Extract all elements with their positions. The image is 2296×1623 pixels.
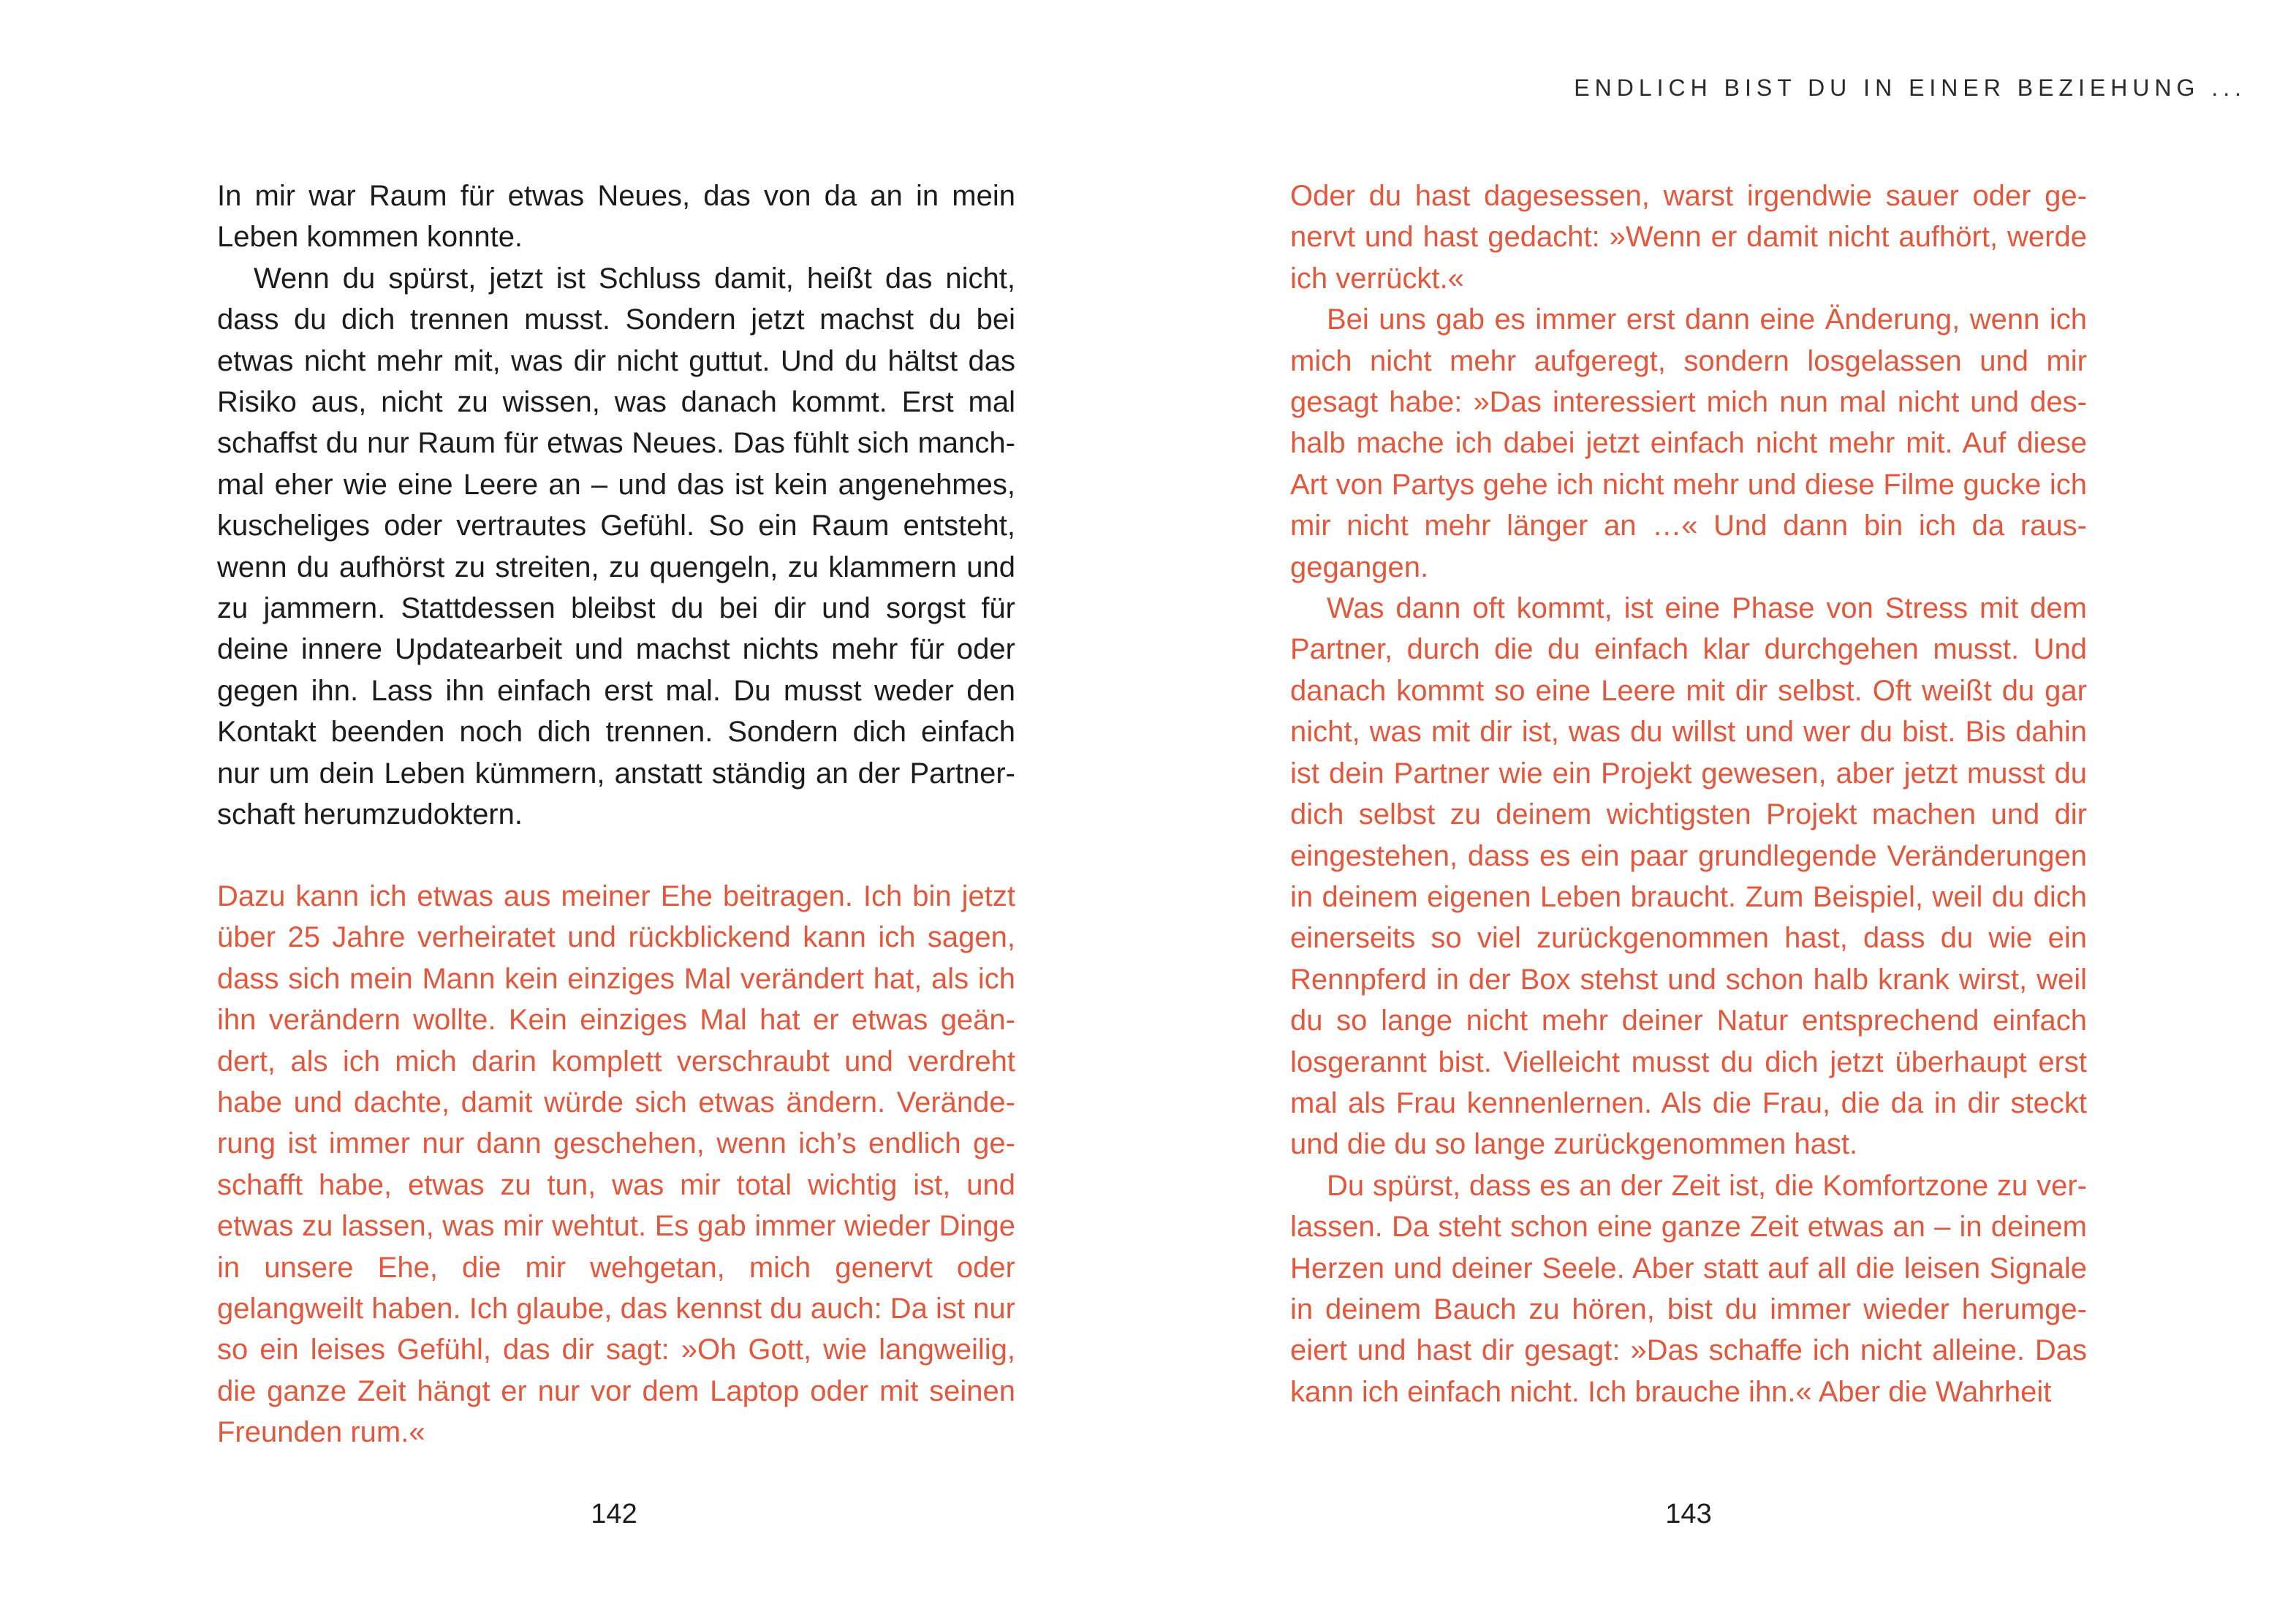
left-orange-text-block: [217, 876, 1015, 1453]
paragraph: Dazu kann ich etwas aus meiner Ehe beitragen. Ich bin jetzt über 25 Jahre verheiratet und rückblickend kann ich sagen, dass sich mein Mann kein einziges Mal verändert hat, als ich ihn verändern wollte. Kein einziges Mal hat er etwas geändert, als ich mich darin komplett verschraubt und verdreht habe und dachte, damit würde sich etwas ändern. Veränderung ist immer nur dann geschehen, wenn ich’s endlich geschafft habe, etwas zu tun, was mir total wichtig ist, und etwas zu lassen, was mir wehtut. Es gab immer wieder Dinge in unsere Ehe, die mir wehgetan, mich genervt oder gelangweilt haben. Ich glaube, das kennst du auch: Da ist nur so ein leises Gefühl, das dir sagt: »Oh Gott, wie langweilig, die ganze Zeit hängt er nur vor dem Laptop oder mit seinen Freunden rum.«: [217, 880, 1015, 1449]
running-head: ENDLICH BIST DU IN EINER BEZIEHUNG ...: [1574, 75, 2246, 101]
page-number-left: 142: [591, 1499, 637, 1529]
paragraph: Oder du hast dagesessen, warst irgendwie sauer oder genervt und hast gedacht: »Wenn er damit nicht aufhört, werde ich verrückt.«: [1290, 180, 2087, 295]
right-orange-text-block: [1290, 175, 2087, 1412]
paragraph: Bei uns gab es immer erst dann eine Änderung, wenn ich mich nicht mehr aufgeregt, sondern losgelassen und mir gesagt habe: »Das interessiert mich nun mal nicht und deshalb mache ich dabei jetzt einfach nicht mehr mit. Auf diese Art von Partys gehe ich nicht mehr und diese Filme gucke ich mir nicht mehr länger an …« Und dann bin ich da rausgegangen.: [1290, 303, 2087, 583]
paragraph: Du spürst, dass es an der Zeit ist, die Komfortzone zu verlassen. Da steht schon eine ganze Zeit etwas an – in deinem Herzen und deiner Seele. Aber statt auf all die leisen Signale in deinem Bauch zu hören, bist du immer wieder herumgeeiert und hast dir gesagt: »Das schaffe ich nicht alleine. Das kann ich einfach nicht. Ich brauche ihn.« Aber die Wahrheit: [1290, 1169, 2087, 1408]
page-number-right: 143: [1665, 1499, 1712, 1529]
paragraph: In mir war Raum für etwas Neues, das von da an in mein Leben kommen konnte.: [217, 180, 1015, 254]
paragraph: Was dann oft kommt, ist eine Phase von Stress mit dem Partner, durch die du einfach klar durchgehen musst. Und danach kommt so eine Leere mit dir selbst. Oft weißt du gar nicht, was mit dir ist, was du willst und wer du bist. Bis dahin ist dein Partner wie ein Projekt gewesen, aber jetzt musst du dich selbst zu deinem wichtigsten Projekt machen und dir eingestehen, dass es ein paar grundlegende Veränderungen in deinem eigenen Leben braucht. Zum Beispiel, weil du dich einerseits so viel zurückgenommen hast, dass du wie ein Rennpferd in der Box stehst und schon halb krank wirst, weil du so lange nicht mehr deiner Natur entsprechend einfach losgerannt bist. Vielleicht musst du dich jetzt überhaupt erst mal als Frau kennenlernen. Als die Frau, die da in dir steckt und die du so lange zurückgenommen hast.: [1290, 592, 2087, 1161]
paragraph: Wenn du spürst, jetzt ist Schluss damit, heißt das nicht, dass du dich trennen musst. Sondern jetzt machst du bei etwas nicht mehr mit, was dir nicht guttut. Und du hältst das Risiko aus, nicht zu wissen, was danach kommt. Erst mal schaffst du nur Raum für etwas Neues. Das fühlt sich manchmal eher wie eine Leere an – und das ist kein angenehmes, kuscheliges oder vertrautes Gefühl. So ein Raum entsteht, wenn du aufhörst zu streiten, zu quengeln, zu klammern und zu jammern. Stattdessen bleibst du bei dir und sorgst für deine innere Updatearbeit und machst nichts mehr für oder gegen ihn. Lass ihn einfach erst mal. Du musst weder den Kontakt beenden noch dich trennen. Sondern dich einfach nur um dein Leben kümmern, anstatt ständig an der Partnerschaft herumzudoktern.: [217, 262, 1015, 831]
right-page: [1148, 0, 2296, 1623]
left-black-text-block: [217, 175, 1015, 836]
